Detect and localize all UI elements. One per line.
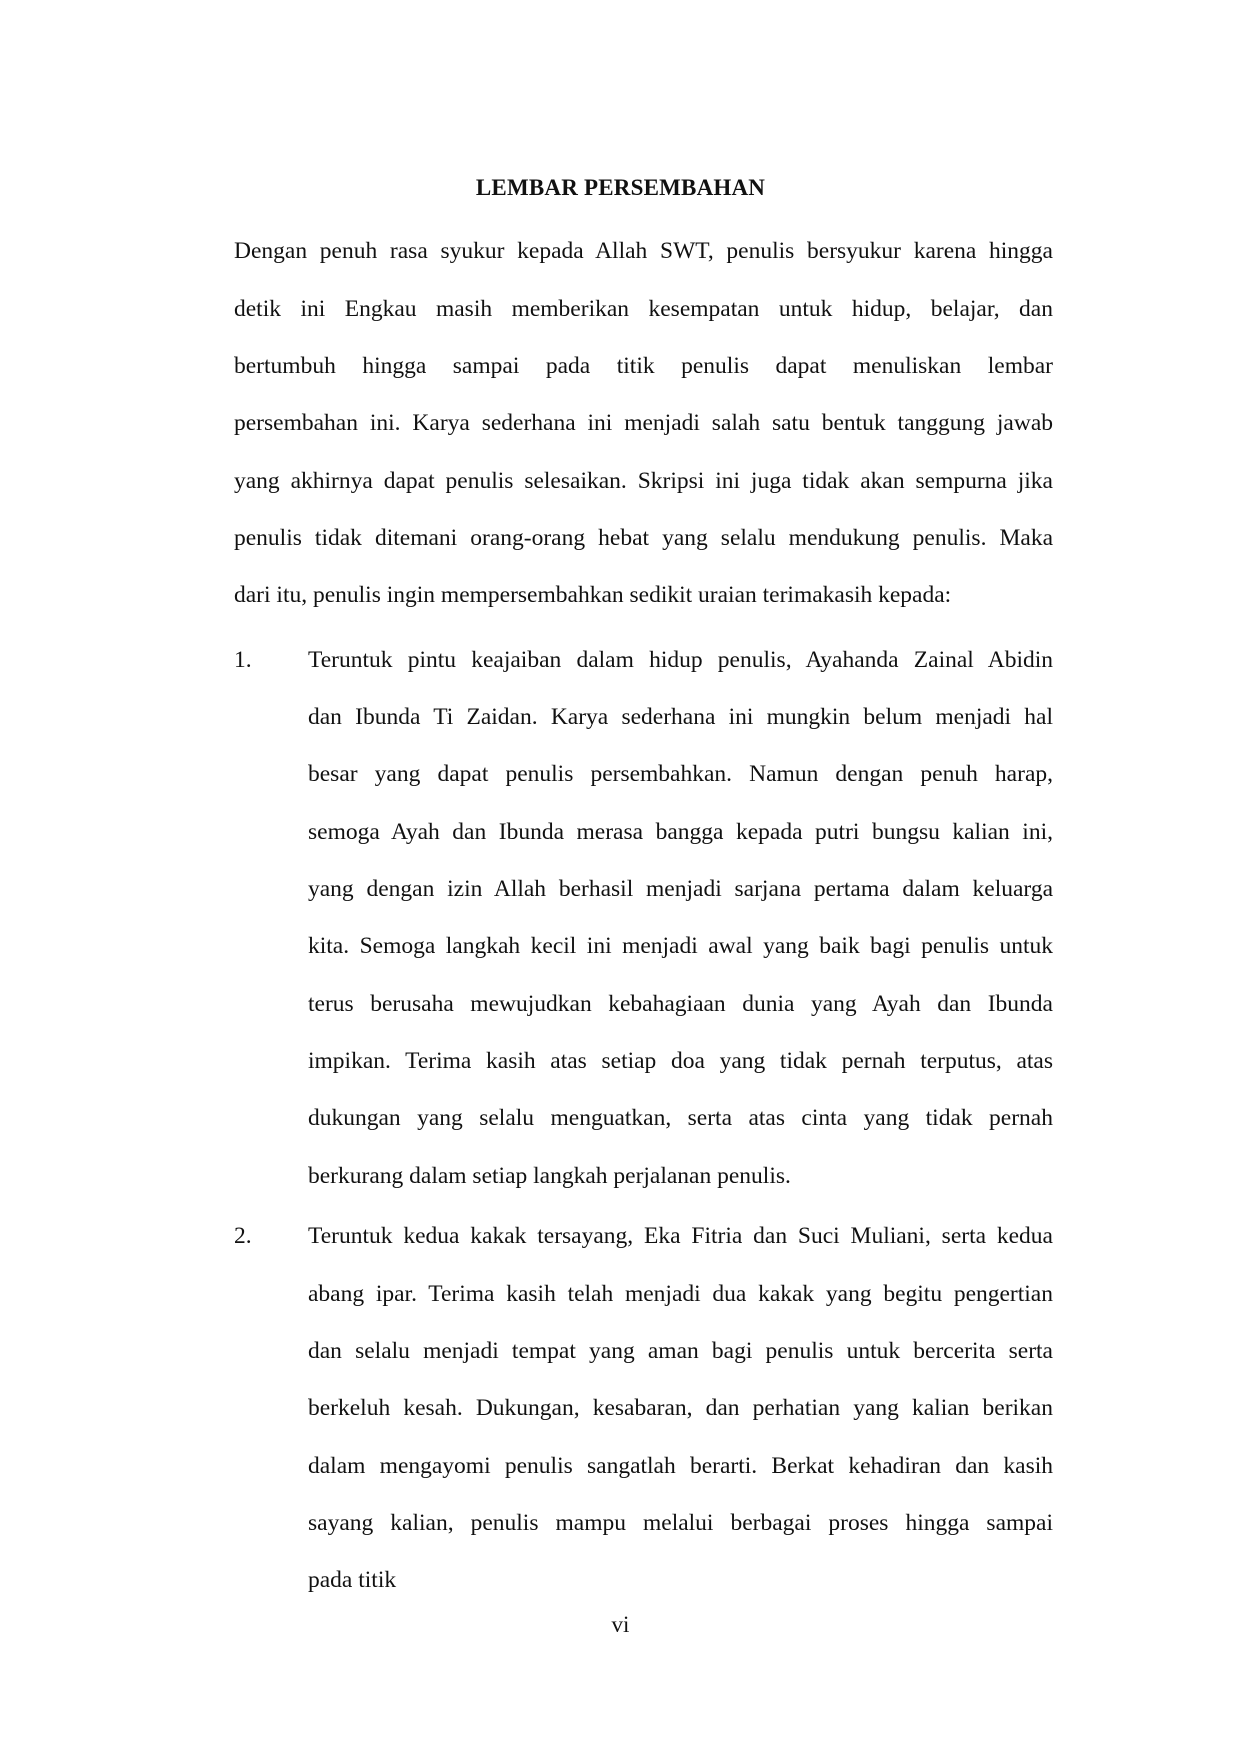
intro-line: persembahan ini. Karya sederhana ini menjadi salah satu bentuk tanggung jawab — [234, 410, 1053, 436]
list-item-line: Teruntuk kedua kakak tersayang, Eka Fitria dan Suci Muliani, serta kedua — [308, 1223, 1053, 1249]
list-item-line: sayang kalian, penulis mampu melalui berbagai proses hingga sampai — [308, 1510, 1053, 1536]
page-title: LEMBAR PERSEMBAHAN — [475, 175, 766, 200]
intro-line: detik ini Engkau masih memberikan kesempatan untuk hidup, belajar, dan — [234, 296, 1053, 322]
list-item-line: berkeluh kesah. Dukungan, kesabaran, dan perhatian yang kalian berikan — [308, 1395, 1053, 1421]
list-item-line: yang dengan izin Allah berhasil menjadi sarjana pertama dalam keluarga — [308, 876, 1053, 902]
list-item-line: dan Ibunda Ti Zaidan. Karya sederhana ini mungkin belum menjadi hal — [308, 704, 1053, 730]
list-item-number: 1. — [234, 647, 252, 673]
intro-line: bertumbuh hingga sampai pada titik penulis dapat menuliskan lembar — [234, 353, 1053, 379]
intro-line: yang akhirnya dapat penulis selesaikan. Skripsi ini juga tidak akan sempurna jika — [234, 468, 1053, 494]
page-number: vi — [611, 1612, 630, 1637]
list-item-line: dan selalu menjadi tempat yang aman bagi penulis untuk bercerita serta — [308, 1338, 1053, 1364]
list-item-line: semoga Ayah dan Ibunda merasa bangga kepada putri bungsu kalian ini, — [308, 819, 1053, 845]
list-item-line: dukungan yang selalu menguatkan, serta atas cinta yang tidak pernah — [308, 1105, 1053, 1131]
intro-line: dari itu, penulis ingin mempersembahkan sedikit uraian terimakasih kepada: — [234, 582, 952, 608]
list-item-line: pada titik — [308, 1567, 397, 1593]
intro-line: penulis tidak ditemani orang-orang hebat yang selalu mendukung penulis. Maka — [234, 525, 1053, 551]
intro-line: Dengan penuh rasa syukur kepada Allah SWT, penulis bersyukur karena hingga — [234, 238, 1053, 264]
list-item-line: Teruntuk pintu keajaiban dalam hidup penulis, Ayahanda Zainal Abidin — [308, 647, 1053, 673]
list-item-line: abang ipar. Terima kasih telah menjadi dua kakak yang begitu pengertian — [308, 1281, 1053, 1307]
list-item-line: dalam mengayomi penulis sangatlah berarti. Berkat kehadiran dan kasih — [308, 1453, 1053, 1479]
list-item-line: terus berusaha mewujudkan kebahagiaan dunia yang Ayah dan Ibunda — [308, 991, 1053, 1017]
list-item-number: 2. — [234, 1223, 252, 1249]
list-item-line: besar yang dapat penulis persembahkan. Namun dengan penuh harap, — [308, 761, 1053, 787]
list-item-line: berkurang dalam setiap langkah perjalanan penulis. — [308, 1163, 791, 1189]
list-item-line: impikan. Terima kasih atas setiap doa yang tidak pernah terputus, atas — [308, 1048, 1053, 1074]
list-item-line: kita. Semoga langkah kecil ini menjadi awal yang baik bagi penulis untuk — [308, 933, 1053, 959]
